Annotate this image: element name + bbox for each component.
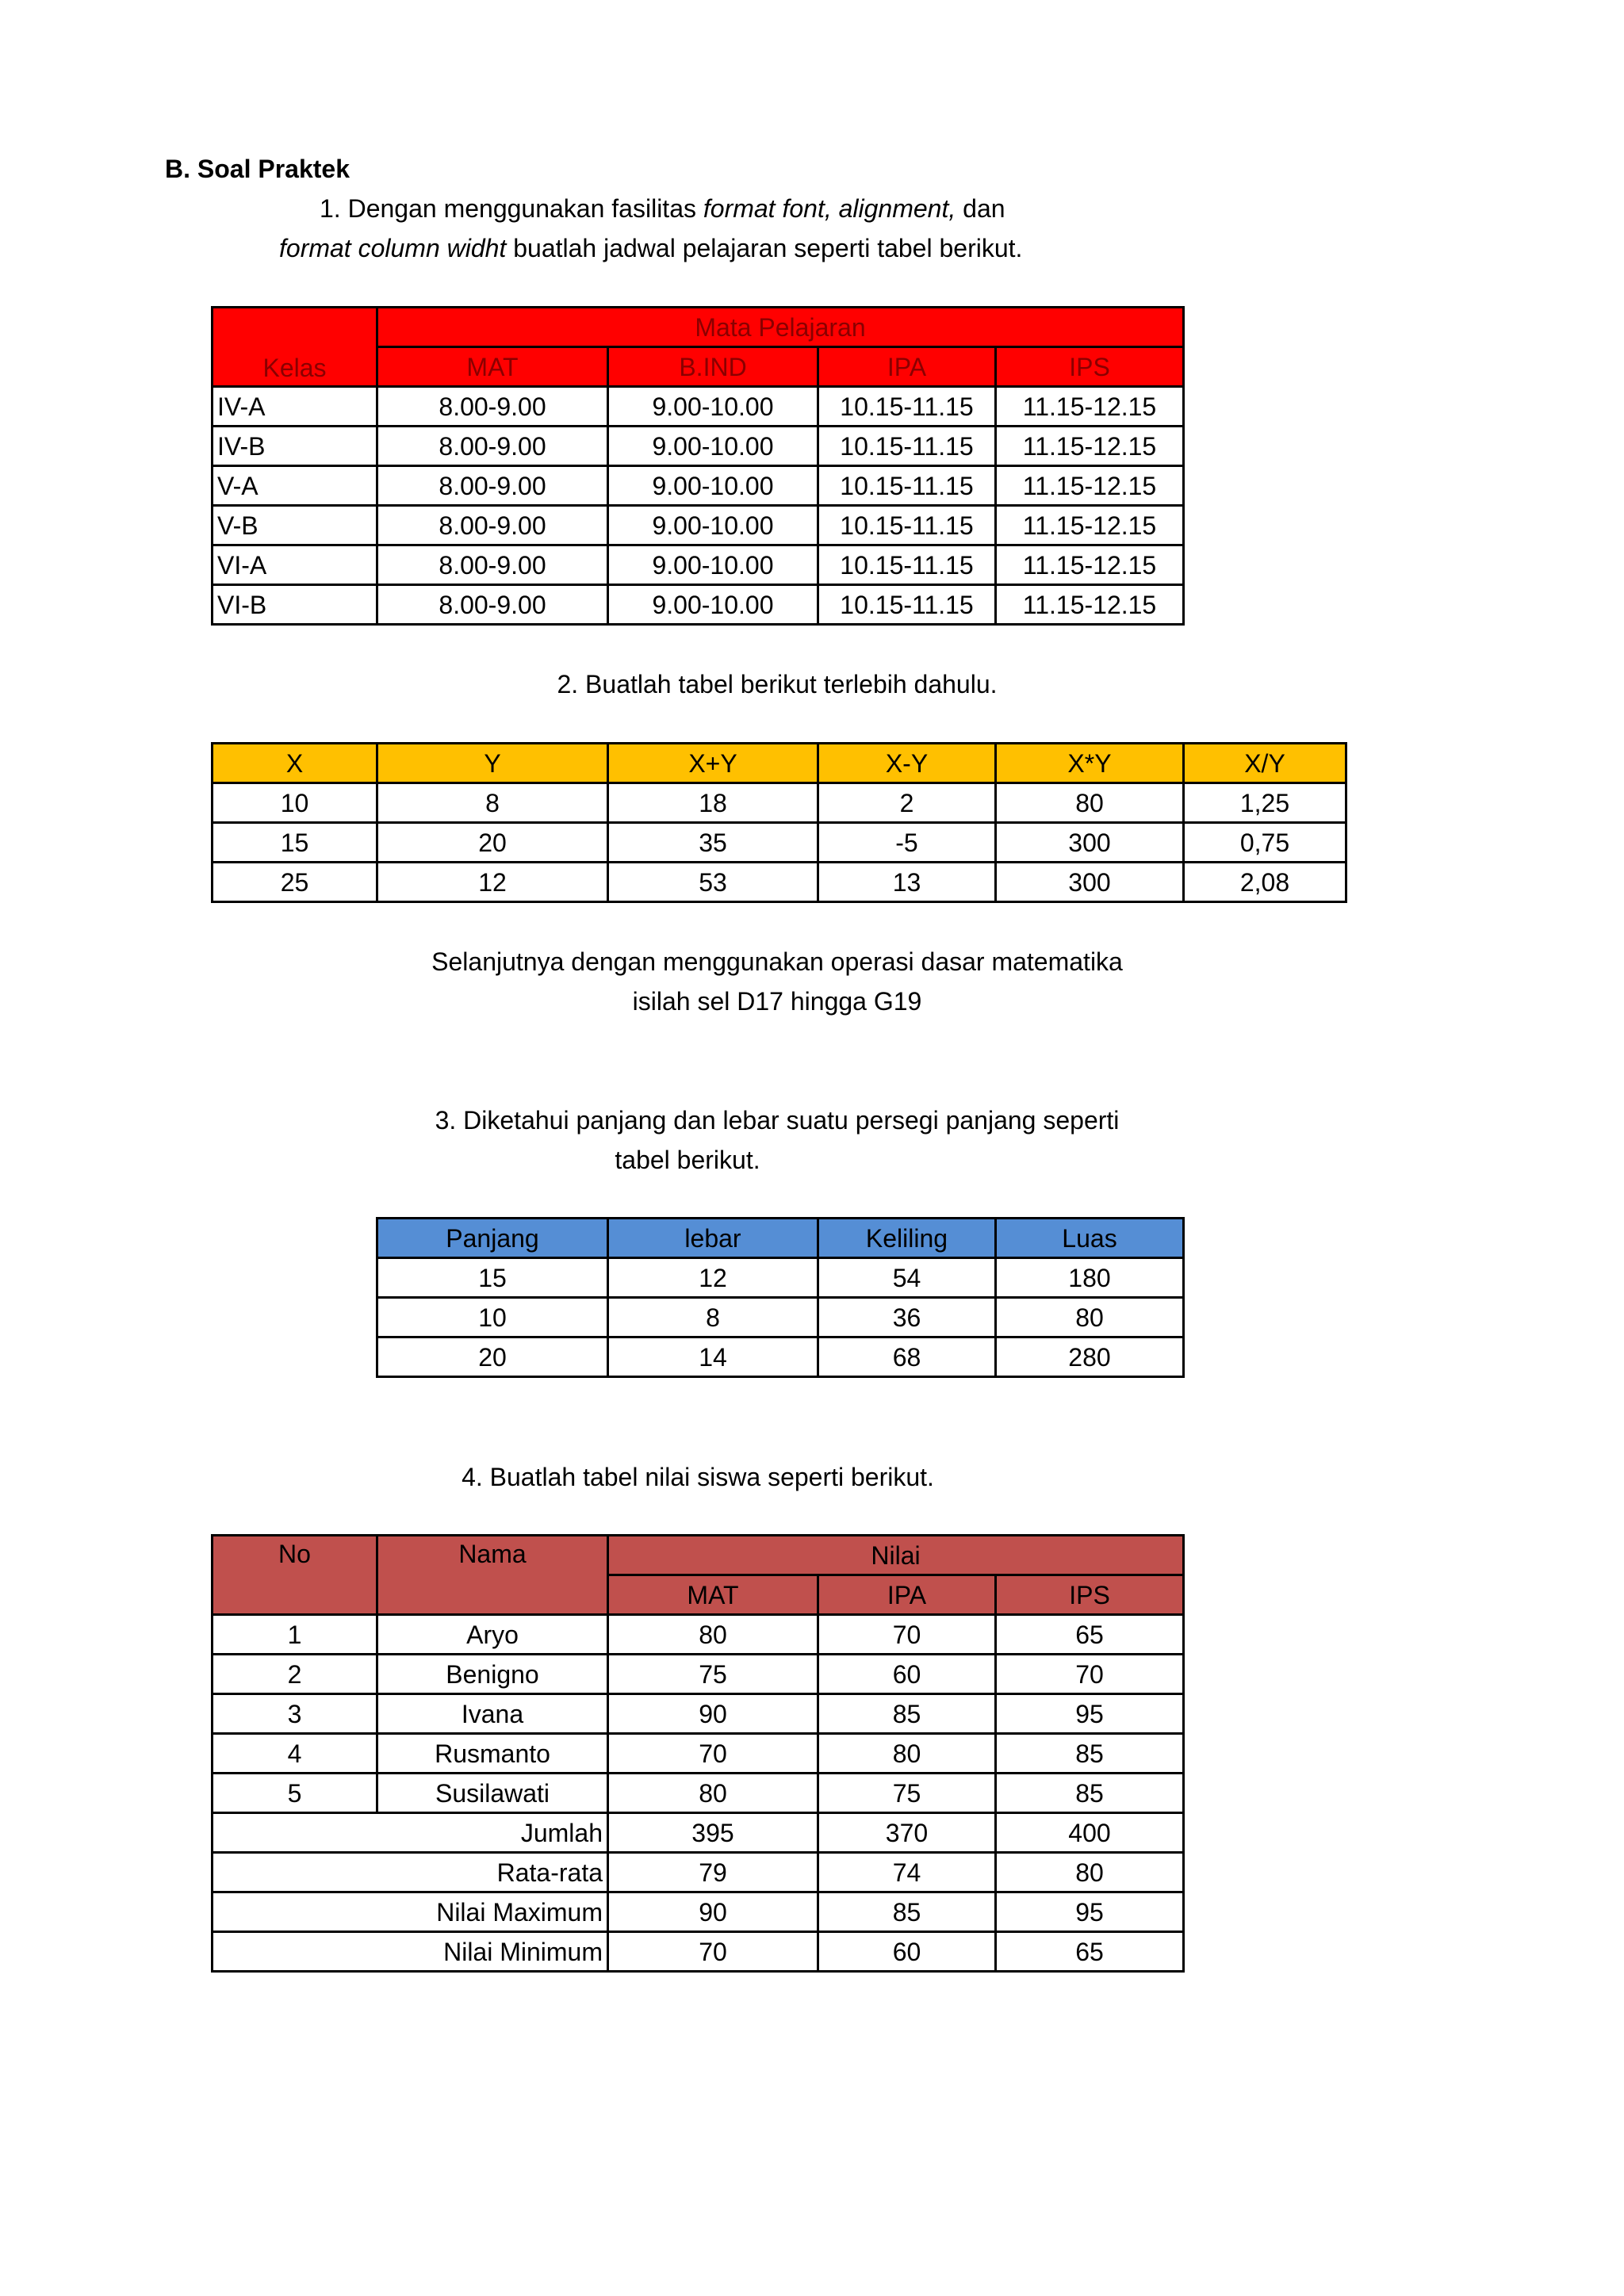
rectangle-table bbox=[376, 1217, 1185, 1378]
rect-cell: 14 bbox=[608, 1337, 818, 1377]
xy-row bbox=[213, 823, 1346, 863]
schedule-kelas-cell: IV-A bbox=[213, 387, 377, 427]
student-score-cell: 70 bbox=[818, 1615, 996, 1655]
section-title: B. Soal Praktek bbox=[165, 155, 350, 183]
student-no-cell: 5 bbox=[213, 1774, 377, 1813]
nilai-table bbox=[211, 1534, 1185, 1973]
xy-cell: 35 bbox=[608, 823, 818, 863]
q1-text-a2: format font, alignment, bbox=[703, 194, 956, 223]
xy-header-cell: X/Y bbox=[1184, 744, 1346, 783]
q3-line1: 3. Diketahui panjang dan lebar suatu persegi panjang seperti bbox=[435, 1106, 1120, 1135]
rect-header-cell: Keliling bbox=[818, 1219, 996, 1258]
xy-cell: 20 bbox=[377, 823, 608, 863]
xy-cell: 80 bbox=[996, 783, 1184, 823]
rect-cell: 68 bbox=[818, 1337, 996, 1377]
student-name-cell: Aryo bbox=[377, 1615, 608, 1655]
schedule-time-cell: 9.00-10.00 bbox=[608, 427, 818, 466]
schedule-table bbox=[211, 306, 1185, 626]
xy-cell: 10 bbox=[213, 783, 377, 823]
rect-cell: 8 bbox=[608, 1298, 818, 1337]
summary-label-cell: Nilai Minimum bbox=[213, 1932, 608, 1972]
rect-header-cell: lebar bbox=[608, 1219, 818, 1258]
q3-line2: tabel berikut. bbox=[615, 1146, 760, 1174]
rect-header-cell: Panjang bbox=[377, 1219, 608, 1258]
summary-value-cell: 95 bbox=[996, 1892, 1184, 1932]
schedule-kelas-cell: VI-A bbox=[213, 545, 377, 585]
xy-row bbox=[213, 863, 1346, 902]
student-no-cell: 2 bbox=[213, 1655, 377, 1694]
summary-row bbox=[213, 1892, 1184, 1932]
rect-row bbox=[377, 1298, 1184, 1337]
schedule-time-cell: 8.00-9.00 bbox=[377, 387, 608, 427]
schedule-time-cell: 8.00-9.00 bbox=[377, 545, 608, 585]
summary-value-cell: 65 bbox=[996, 1932, 1184, 1972]
student-no-cell: 4 bbox=[213, 1734, 377, 1774]
xy-header-cell: X-Y bbox=[818, 744, 996, 783]
student-score-cell: 90 bbox=[608, 1694, 818, 1734]
xy-header-row bbox=[213, 744, 1346, 783]
schedule-group-header: Mata Pelajaran bbox=[377, 308, 1184, 347]
schedule-row bbox=[213, 387, 1184, 427]
xy-cell: 15 bbox=[213, 823, 377, 863]
student-row bbox=[213, 1734, 1184, 1774]
student-score-cell: 80 bbox=[608, 1774, 818, 1813]
summary-value-cell: 74 bbox=[818, 1853, 996, 1892]
schedule-time-cell: 8.00-9.00 bbox=[377, 427, 608, 466]
q2-title: 2. Buatlah tabel berikut terlebih dahulu. bbox=[557, 670, 998, 698]
xy-cell: 300 bbox=[996, 823, 1184, 863]
xy-cell: 53 bbox=[608, 863, 818, 902]
student-score-cell: 70 bbox=[608, 1734, 818, 1774]
xy-row bbox=[213, 783, 1346, 823]
q2-note-line2: isilah sel D17 hingga G19 bbox=[632, 987, 922, 1016]
q1-text-a1: 1. Dengan menggunakan fasilitas bbox=[320, 194, 703, 223]
summary-value-cell: 80 bbox=[996, 1853, 1184, 1892]
xy-table bbox=[211, 742, 1347, 903]
summary-value-cell: 79 bbox=[608, 1853, 818, 1892]
xy-header-cell: X+Y bbox=[608, 744, 818, 783]
rect-cell: 15 bbox=[377, 1258, 608, 1298]
schedule-time-cell: 9.00-10.00 bbox=[608, 545, 818, 585]
student-score-cell: 85 bbox=[996, 1774, 1184, 1813]
summary-value-cell: 90 bbox=[608, 1892, 818, 1932]
schedule-time-cell: 10.15-11.15 bbox=[818, 585, 996, 625]
student-score-cell: 70 bbox=[996, 1655, 1184, 1694]
rect-cell: 54 bbox=[818, 1258, 996, 1298]
schedule-kelas-cell: V-A bbox=[213, 466, 377, 506]
summary-value-cell: 85 bbox=[818, 1892, 996, 1932]
schedule-row bbox=[213, 466, 1184, 506]
student-row bbox=[213, 1655, 1184, 1694]
student-score-cell: 60 bbox=[818, 1655, 996, 1694]
xy-cell: 8 bbox=[377, 783, 608, 823]
xy-header-cell: X bbox=[213, 744, 377, 783]
schedule-time-cell: 11.15-12.15 bbox=[996, 545, 1184, 585]
schedule-time-cell: 11.15-12.15 bbox=[996, 585, 1184, 625]
student-score-cell: 75 bbox=[608, 1655, 818, 1694]
schedule-time-cell: 10.15-11.15 bbox=[818, 466, 996, 506]
schedule-kelas-header: Kelas bbox=[213, 308, 377, 387]
student-name-cell: Susilawati bbox=[377, 1774, 608, 1813]
student-score-cell: 80 bbox=[818, 1734, 996, 1774]
q2-note-line1: Selanjutnya dengan menggunakan operasi dasar matematika bbox=[431, 947, 1123, 976]
xy-cell: 1,25 bbox=[1184, 783, 1346, 823]
xy-cell: 2 bbox=[818, 783, 996, 823]
summary-row bbox=[213, 1853, 1184, 1892]
schedule-time-cell: 9.00-10.00 bbox=[608, 387, 818, 427]
xy-cell: 13 bbox=[818, 863, 996, 902]
rect-cell: 280 bbox=[996, 1337, 1184, 1377]
summary-label-cell: Nilai Maximum bbox=[213, 1892, 608, 1932]
student-name-cell: Rusmanto bbox=[377, 1734, 608, 1774]
summary-label-cell: Rata-rata bbox=[213, 1853, 608, 1892]
schedule-time-cell: 10.15-11.15 bbox=[818, 506, 996, 545]
summary-value-cell: 370 bbox=[818, 1813, 996, 1853]
student-name-cell: Ivana bbox=[377, 1694, 608, 1734]
summary-value-cell: 60 bbox=[818, 1932, 996, 1972]
schedule-subject-header: IPS bbox=[996, 347, 1184, 387]
schedule-row bbox=[213, 545, 1184, 585]
xy-cell: 25 bbox=[213, 863, 377, 902]
nilai-subject-header: IPA bbox=[818, 1575, 996, 1615]
q1-text-b1: format column widht bbox=[279, 234, 507, 262]
schedule-subject-header: B.IND bbox=[608, 347, 818, 387]
xy-cell: 12 bbox=[377, 863, 608, 902]
q4-title: 4. Buatlah tabel nilai siswa seperti berikut. bbox=[462, 1463, 934, 1491]
summary-value-cell: 395 bbox=[608, 1813, 818, 1853]
schedule-time-cell: 10.15-11.15 bbox=[818, 387, 996, 427]
rect-cell: 20 bbox=[377, 1337, 608, 1377]
rect-cell: 80 bbox=[996, 1298, 1184, 1337]
student-score-cell: 75 bbox=[818, 1774, 996, 1813]
schedule-time-cell: 10.15-11.15 bbox=[818, 427, 996, 466]
schedule-kelas-cell: V-B bbox=[213, 506, 377, 545]
schedule-kelas-cell: VI-B bbox=[213, 585, 377, 625]
student-row bbox=[213, 1694, 1184, 1734]
student-name-cell: Benigno bbox=[377, 1655, 608, 1694]
schedule-time-cell: 8.00-9.00 bbox=[377, 466, 608, 506]
rect-cell: 12 bbox=[608, 1258, 818, 1298]
student-row bbox=[213, 1615, 1184, 1655]
student-score-cell: 95 bbox=[996, 1694, 1184, 1734]
rect-header-row bbox=[377, 1219, 1184, 1258]
xy-cell: 2,08 bbox=[1184, 863, 1346, 902]
rect-cell: 180 bbox=[996, 1258, 1184, 1298]
nilai-nama-header: Nama bbox=[377, 1536, 608, 1615]
xy-header-cell: Y bbox=[377, 744, 608, 783]
rect-header-cell: Luas bbox=[996, 1219, 1184, 1258]
nilai-subject-header: IPS bbox=[996, 1575, 1184, 1615]
q1-text-b2: buatlah jadwal pelajaran seperti tabel berikut. bbox=[506, 234, 1023, 262]
q1-text-a3: dan bbox=[956, 194, 1005, 223]
nilai-subject-header: MAT bbox=[608, 1575, 818, 1615]
student-score-cell: 85 bbox=[818, 1694, 996, 1734]
summary-label-cell: Jumlah bbox=[213, 1813, 608, 1853]
schedule-time-cell: 11.15-12.15 bbox=[996, 506, 1184, 545]
schedule-time-cell: 8.00-9.00 bbox=[377, 585, 608, 625]
schedule-row bbox=[213, 506, 1184, 545]
schedule-kelas-cell: IV-B bbox=[213, 427, 377, 466]
xy-cell: -5 bbox=[818, 823, 996, 863]
student-score-cell: 65 bbox=[996, 1615, 1184, 1655]
summary-value-cell: 400 bbox=[996, 1813, 1184, 1853]
schedule-time-cell: 9.00-10.00 bbox=[608, 506, 818, 545]
rect-row bbox=[377, 1258, 1184, 1298]
xy-cell: 300 bbox=[996, 863, 1184, 902]
schedule-time-cell: 9.00-10.00 bbox=[608, 466, 818, 506]
nilai-no-header: No bbox=[213, 1536, 377, 1615]
student-no-cell: 3 bbox=[213, 1694, 377, 1734]
schedule-time-cell: 11.15-12.15 bbox=[996, 466, 1184, 506]
nilai-header-row-1 bbox=[213, 1536, 1184, 1575]
schedule-row bbox=[213, 585, 1184, 625]
rect-row bbox=[377, 1337, 1184, 1377]
schedule-time-cell: 10.15-11.15 bbox=[818, 545, 996, 585]
schedule-header-row-1 bbox=[213, 308, 1184, 347]
xy-header-cell: X*Y bbox=[996, 744, 1184, 783]
rect-cell: 10 bbox=[377, 1298, 608, 1337]
xy-cell: 0,75 bbox=[1184, 823, 1346, 863]
schedule-subject-header: MAT bbox=[377, 347, 608, 387]
schedule-row bbox=[213, 427, 1184, 466]
summary-value-cell: 70 bbox=[608, 1932, 818, 1972]
xy-cell: 18 bbox=[608, 783, 818, 823]
summary-row bbox=[213, 1813, 1184, 1853]
q1-instruction-line1 bbox=[320, 189, 1005, 228]
q1-instruction-line2 bbox=[279, 228, 1022, 268]
schedule-time-cell: 8.00-9.00 bbox=[377, 506, 608, 545]
student-row bbox=[213, 1774, 1184, 1813]
rect-cell: 36 bbox=[818, 1298, 996, 1337]
nilai-group-header: Nilai bbox=[608, 1536, 1184, 1575]
student-no-cell: 1 bbox=[213, 1615, 377, 1655]
schedule-time-cell: 9.00-10.00 bbox=[608, 585, 818, 625]
schedule-subject-header: IPA bbox=[818, 347, 996, 387]
schedule-time-cell: 11.15-12.15 bbox=[996, 427, 1184, 466]
student-score-cell: 80 bbox=[608, 1615, 818, 1655]
summary-row bbox=[213, 1932, 1184, 1972]
schedule-time-cell: 11.15-12.15 bbox=[996, 387, 1184, 427]
student-score-cell: 85 bbox=[996, 1734, 1184, 1774]
